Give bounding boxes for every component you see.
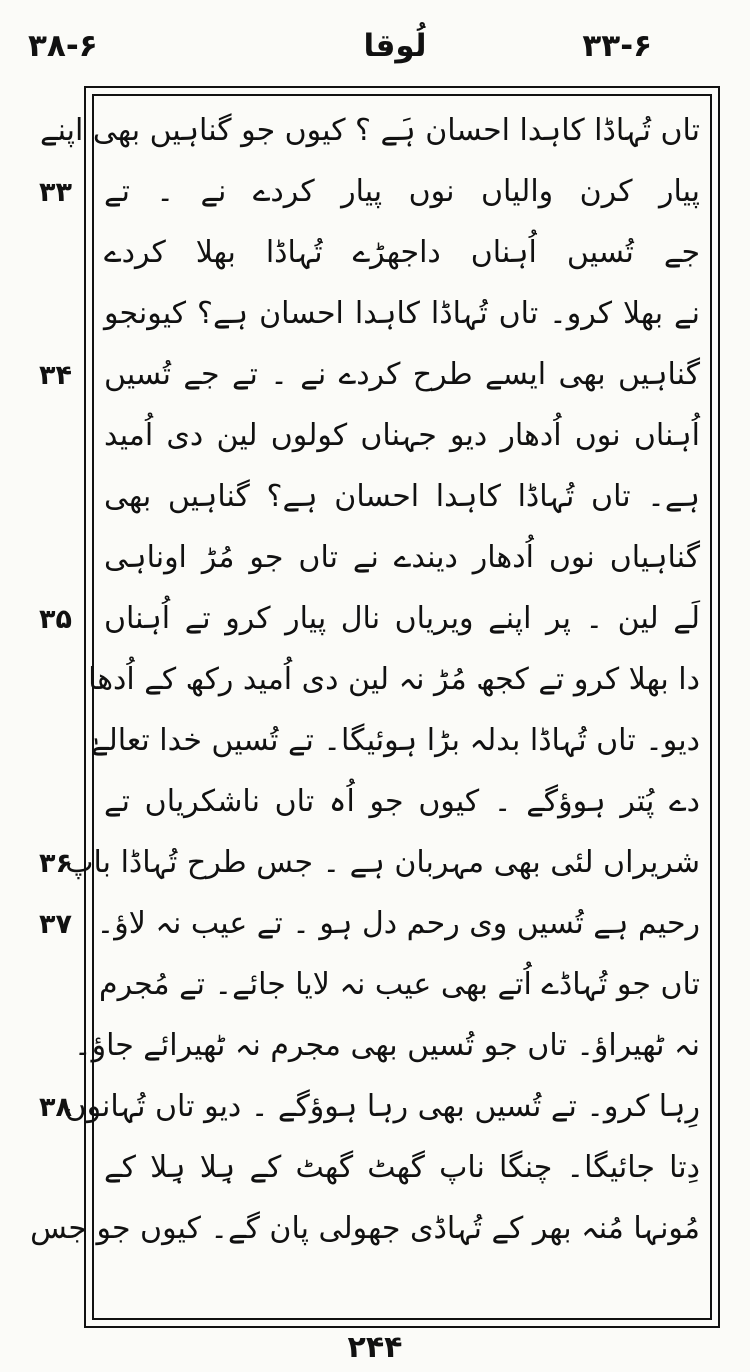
text-line: نہ ٹھیراؤ۔ تاں جو تُسیں بھی مجرم نہ ٹھیرائے جاؤ۔ (74, 1028, 700, 1063)
verse-number: ۳۶ (39, 848, 72, 879)
text-line: لَے لین ۔ پر اپنے ویریاں نال پیار کرو تے اُہناں (104, 601, 700, 636)
page-number: ۲۴۴ (347, 1330, 403, 1365)
header-verse-range-end: ۳۸-۶ (28, 28, 98, 64)
text-line: دیو۔ تاں تُہاڈا بدلہ بڑا ہوئیگا۔ تے تُسیں خدا تعالےٰ (91, 723, 700, 758)
verse-number: ۳۳ (39, 177, 72, 208)
text-line: رِہا کرو۔ تے تُسیں بھی رہا ہوؤگے ۔ دیو تاں تُہانوں (64, 1089, 700, 1124)
header-book-title: لُوقا (363, 28, 427, 64)
text-line: جے تُسیں اُہناں داجھڑے تُہاڈا بھلا کردے (104, 235, 700, 270)
text-line: تاں تُہاڈا کاہدا احسان ہَے ؟ کیوں جو گناہیں بھی اپنے (40, 113, 700, 148)
text-line: گناہیاں نوں اُدھار دیندے نے تاں جو مُڑ اوناہی (104, 540, 700, 575)
verse-number: ۳۷ (39, 909, 72, 940)
text-line: دے پُتر ہوؤگے ۔ کیوں جو اُہ تاں ناشکریاں تے (104, 784, 700, 819)
text-line: ہے۔ تاں تُہاڈا کاہدا احسان ہے؟ گناہیں بھی (104, 479, 700, 514)
header-verse-range-start: ۳۳-۶ (582, 28, 652, 64)
text-line: دا بھلا کرو تے کجھ مُڑ نہ لین دی اُمید رکھ کے اُدھا (88, 662, 700, 697)
verse-number: ۳۸ (39, 1092, 72, 1123)
text-line: گناہیں بھی ایسے طرح کردے نے ۔ تے جے تُسیں (104, 357, 700, 392)
verse-number: ۳۴ (39, 360, 72, 391)
text-line: پیار کرن والیاں نوں پیار کردے نے ۔ تے (104, 174, 700, 209)
text-line: نے بھلا کرو۔ تاں تُہاڈا کاہدا احسان ہے؟ کیونجو (104, 296, 700, 331)
text-line: تاں جو تُہاڈے اُتے بھی عیب نہ لایا جائے۔ تے مُجرم (99, 967, 700, 1002)
text-line: مُونہا مُنہ بھر کے تُہاڈی جھولی پان گے۔ کیوں جو جس (30, 1211, 700, 1246)
verse-number: ۳۵ (39, 604, 72, 635)
text-line: شریراں لئی بھی مہربان ہے ۔ جس طرح تُہاڈا باپ (65, 845, 700, 880)
text-line: دِتا جائیگا۔ چنگا ناپ گھٹ گھٹ کے ہِلا ہِلا کے (104, 1150, 700, 1185)
text-line: رحیم ہے تُسیں وی رحم دل ہو ۔ تے عیب نہ لاؤ۔ (96, 906, 700, 941)
text-line: اُہناں نوں اُدھار دیو جہناں کولوں لین دی اُمید (104, 418, 700, 453)
